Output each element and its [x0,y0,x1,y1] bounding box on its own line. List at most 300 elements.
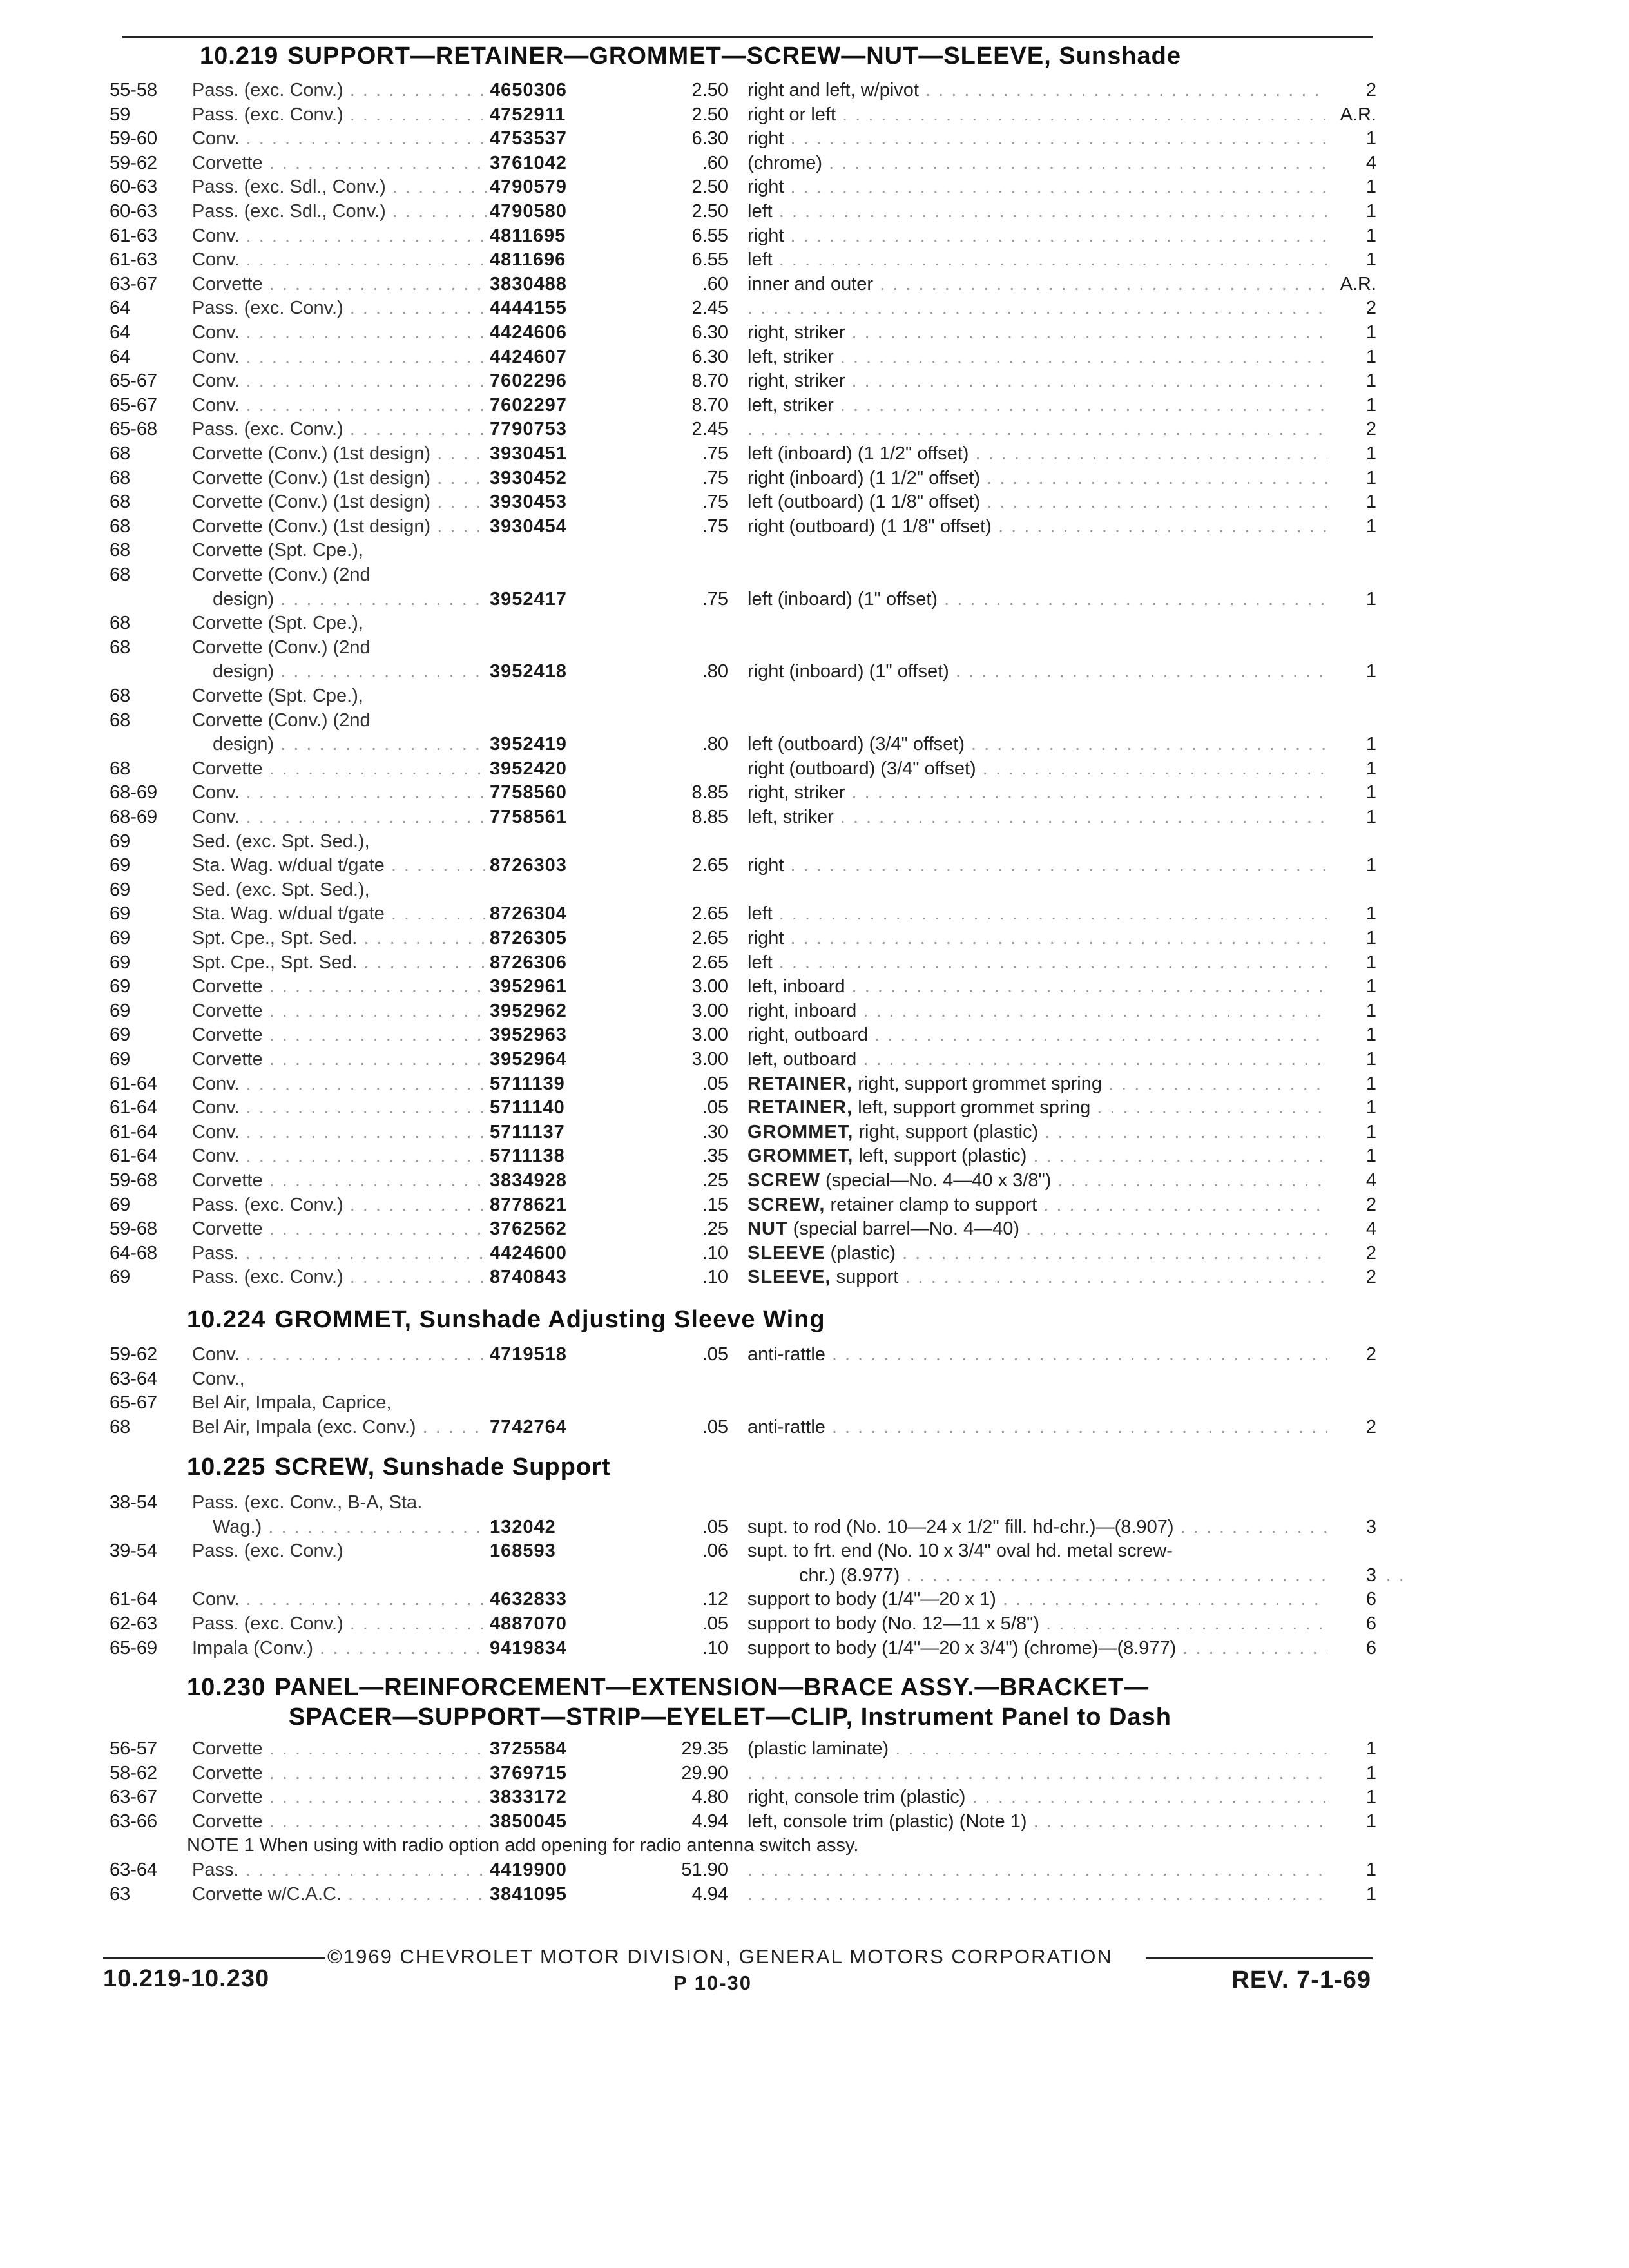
quantity: 6 [1327,1638,1376,1659]
parts-row [0,831,1629,856]
part-description [747,1811,1353,1832]
page-number: P 10-30 [673,1972,753,1994]
quantity: 1 [1327,1884,1376,1905]
list-price: .25 [702,1170,728,1191]
parts-row [0,564,1629,589]
list-price: .80 [702,661,728,682]
part-number: 4719518 [490,1344,567,1365]
revision-date: REV. 7-1-69 [1231,1966,1371,1994]
part-number: 5711138 [490,1146,565,1167]
part-number: 7790753 [490,419,567,440]
model-application: Conv. . . . [192,1589,488,1610]
part-description [747,201,1353,222]
part-number: 3833172 [490,1787,567,1808]
part-number: 8726305 [490,928,567,948]
part-description [747,1122,1353,1143]
model-application: Corvette . . . [192,1001,488,1022]
model-application: Corvette . . . [192,1763,488,1784]
parts-row [0,1392,1629,1417]
quantity: 1 [1327,1763,1376,1784]
model-year: 61-64 [110,1146,158,1167]
part-number: 3841095 [490,1883,567,1905]
model-application: Wag.) . . . [213,1517,488,1538]
parts-row [0,1122,1629,1146]
list-price: 4.94 [691,1883,728,1905]
list-price: 2.45 [691,419,728,440]
part-number: 3952418 [490,661,567,682]
parts-row [0,758,1629,783]
part-number: 3952420 [490,758,567,779]
description-text: left (outboard) (1 1/8" offset) [747,492,981,513]
model-application: Corvette (Conv.) (1st design) . . . [192,492,488,513]
quantity: 6 [1327,1613,1376,1635]
description-text: left, outboard [747,1049,857,1070]
quantity: 2 [1327,80,1376,101]
parts-row [0,1492,1629,1517]
model-year: 59 [110,104,131,125]
parts-row [0,395,1629,419]
part-number: 4790579 [490,177,567,198]
parts-row [0,274,1629,298]
section-heading: SUPPORT—RETAINER—GROMMET—SCREW—NUT—SLEEVE, Sunshade [287,43,1181,70]
model-year: 63-67 [110,273,158,294]
part-description [747,1738,1353,1760]
model-application: Corvette . . . [192,1811,488,1832]
part-number: 4419900 [490,1860,567,1880]
quantity: 4 [1327,1218,1376,1240]
model-application: Conv. . . . [192,1122,488,1143]
parts-row [0,226,1629,250]
model-application: Pass. (exc. Conv.) . . . [192,104,488,126]
model-application: Pass. (exc. Conv.) . . . [192,80,488,101]
section-title [187,1306,825,1334]
quantity: 1 [1327,952,1376,974]
top-rule [122,36,1373,38]
quantity: 1 [1327,395,1376,416]
part-description [747,419,1353,440]
description-text: right, support grommet spring [858,1073,1102,1094]
quantity: 1 [1327,249,1376,271]
model-application: Corvette (Conv.) (2nd [192,564,371,585]
part-name: GROMMET, [747,1146,854,1167]
quantity: 1 [1327,370,1376,392]
part-number: 7602296 [490,370,567,392]
model-year: 63-64 [110,1368,158,1389]
parts-row [0,903,1629,928]
part-description [747,928,1353,949]
parts-row [0,1097,1629,1122]
part-number: 5711139 [490,1073,565,1094]
quantity: 1 [1327,928,1376,949]
list-price: .25 [702,1218,728,1240]
model-year: 69 [110,928,131,948]
model-application: Pass. . . . [192,1860,488,1881]
part-number: 8726306 [490,952,567,973]
part-number: 3725584 [490,1738,567,1759]
list-price: .05 [702,1613,728,1634]
model-application: Conv. . . . [192,249,488,271]
quantity: 3 [1327,1517,1376,1538]
model-application: Spt. Cpe., Spt. Sed. . . . [192,952,488,974]
model-year: 69 [110,1267,131,1288]
part-number: 3930453 [490,492,567,513]
parts-row [0,1170,1629,1195]
model-year: 68 [110,540,131,561]
description-text: right [747,928,784,948]
parts-row [0,153,1629,177]
description-text: left (outboard) (3/4" offset) [747,734,965,755]
part-description [747,807,1353,828]
description-text: right or left [747,104,836,125]
part-number: 4811696 [490,249,566,271]
list-price: .75 [702,492,728,513]
description-text: support to body (1/4"—20 x 3/4") (chrome)—(8.977) [747,1637,1177,1658]
part-description [747,1024,1353,1046]
model-year: 69 [110,855,131,876]
list-price: .35 [702,1146,728,1167]
model-year: 59-68 [110,1170,158,1191]
part-number: 9419834 [490,1637,567,1658]
model-application: Conv. . . . [192,1097,488,1119]
parts-row [0,710,1629,735]
part-number: 7742764 [490,1416,567,1437]
list-price: 2.50 [691,177,728,198]
list-price: 8.70 [691,370,728,392]
description-text: left, support (plastic) [858,1146,1027,1167]
model-year: 68 [110,467,131,488]
part-description [747,492,1353,513]
list-price: .10 [702,1637,728,1658]
parts-row [0,1738,1629,1763]
list-price: 2.50 [691,201,728,222]
group-range: 10.219-10.230 [103,1965,270,1992]
model-application: Corvette . . . [192,1738,488,1760]
description-text: chr.) (8.977) [799,1564,900,1586]
quantity: A.R. [1327,104,1376,126]
parts-row [0,1884,1629,1908]
part-number: 7758561 [490,807,567,827]
quantity: 1 [1327,1811,1376,1832]
parts-row [0,1073,1629,1098]
model-application: Corvette . . . [192,153,488,174]
model-application: design) . . . [213,661,488,682]
part-name: RETAINER, [747,1097,853,1119]
model-year: 65-67 [110,1392,158,1414]
model-application: Sta. Wag. w/dual t/gate . . . [192,855,488,876]
part-description [747,226,1353,247]
quantity: 2 [1327,1195,1376,1216]
part-description [747,468,1353,489]
parts-row [0,468,1629,492]
model-year: 63-67 [110,1787,158,1808]
parts-row [0,1049,1629,1073]
part-number: 3830488 [490,273,567,294]
list-price: 29.90 [681,1762,728,1783]
list-price: .05 [702,1344,728,1365]
model-year: 61-64 [110,1073,158,1094]
list-price: .05 [702,1073,728,1094]
parts-row [0,661,1629,686]
part-number: 4790580 [490,201,567,222]
quantity: 2 [1327,1417,1376,1438]
part-name: SLEEVE, [747,1267,831,1288]
part-description [747,855,1353,876]
model-year: 61-63 [110,249,158,271]
description-text: left (inboard) (1" offset) [747,588,938,610]
parts-row [0,637,1629,662]
part-description [747,104,1353,126]
section-number: 10.225 [187,1454,266,1481]
model-application: Sta. Wag. w/dual t/gate . . . [192,903,488,925]
parts-row [0,347,1629,371]
part-number: 7602297 [490,394,567,416]
quantity: 1 [1327,1787,1376,1808]
section-title [187,1454,610,1481]
parts-row [0,492,1629,516]
model-year: 59-60 [110,128,158,149]
parts-row [0,80,1629,104]
list-price: 8.85 [691,807,728,827]
part-description [747,347,1353,368]
description-text: left, support grommet spring [858,1097,1091,1119]
parts-row [0,540,1629,564]
list-price: 51.90 [681,1860,728,1880]
model-application: Pass. (exc. Conv.) . . . [192,298,488,319]
model-year: 65-69 [110,1637,158,1658]
model-application: Conv. . . . [192,347,488,368]
part-description [747,370,1353,392]
model-application: Conv. . . . [192,1146,488,1167]
part-description [747,589,1353,610]
quantity: 1 [1327,1738,1376,1760]
quantity: 4 [1327,153,1376,174]
part-number: 7758560 [490,782,567,803]
model-application: Corvette . . . [192,976,488,997]
part-number: 8726303 [490,855,567,876]
section-number: 10.230 [187,1674,266,1701]
model-year: 61-63 [110,225,158,246]
quantity: 1 [1327,516,1376,537]
quantity: 2 [1327,419,1376,440]
model-year: 63 [110,1883,131,1905]
section-title [200,43,1181,70]
model-application: Impala (Conv.) . . . [192,1638,488,1659]
parts-row [0,1517,1629,1541]
model-application: Conv. . . . [192,807,488,828]
list-price: .75 [702,515,728,537]
part-description [747,758,1353,780]
parts-row [0,952,1629,977]
part-number: 168593 [490,1541,556,1562]
part-description [747,1344,1353,1365]
parts-row [0,782,1629,807]
description-text: right [747,128,784,149]
parts-row [0,879,1629,904]
model-year: 59-68 [110,1218,158,1240]
parts-row [0,1541,1629,1565]
part-description [747,1195,1353,1216]
parts-row [0,1001,1629,1025]
footer-rule-right [1146,1957,1373,1959]
quantity: 1 [1327,128,1376,149]
part-number: 3762562 [490,1218,567,1240]
part-number: 4424606 [490,322,567,343]
parts-row [0,370,1629,395]
model-year: 61-64 [110,1121,158,1142]
part-name: NUT [747,1218,788,1240]
part-description [747,1049,1353,1070]
description-text: support to body (No. 12—11 x 5/8") [747,1613,1040,1634]
quantity: 1 [1327,468,1376,489]
part-number: 4753537 [490,128,567,149]
model-year: 58-62 [110,1762,158,1783]
model-year: 38-54 [110,1492,158,1513]
parts-row [0,1638,1629,1662]
parts-row [0,249,1629,274]
parts-row [0,1146,1629,1170]
quantity: 1 [1327,1097,1376,1119]
list-price: 2.65 [691,952,728,973]
part-description [747,1170,1353,1191]
section-title [187,1674,1149,1702]
model-application: Conv., [192,1368,245,1389]
part-description [747,1097,1353,1119]
part-number: 4887070 [490,1613,567,1634]
description-text: left [747,249,773,271]
description-text: (chrome) [747,152,823,173]
model-application: Corvette (Spt. Cpe.), [192,613,363,634]
model-year: 64 [110,322,131,343]
part-description [747,298,1353,319]
part-description [747,976,1353,997]
section-note: NOTE 1 When using with radio option add opening for radio antenna switch assy. [187,1835,859,1856]
description-text: right, support (plastic) [858,1121,1039,1142]
description-text: (special—No. 4—40 x 3/8") [825,1170,1052,1191]
model-year: 63-66 [110,1811,158,1832]
copyright-notice: ©1969 CHEVROLET MOTOR DIVISION, GENERAL MOTORS CORPORATION [327,1945,1113,1968]
model-year: 68 [110,709,131,731]
quantity: 1 [1327,1860,1376,1881]
part-description [747,1638,1353,1659]
model-year: 61-64 [110,1589,158,1610]
description-text: right (inboard) (1 1/2" offset) [747,467,981,488]
quantity: 1 [1327,758,1376,780]
description-text: right, inboard [747,1000,857,1021]
parts-row [0,128,1629,153]
model-year: 65-67 [110,394,158,416]
parts-row [0,1565,1629,1590]
list-price: 3.00 [691,1024,728,1046]
parts-row [0,589,1629,613]
model-application: Spt. Cpe., Spt. Sed. . . . [192,928,488,949]
description-text: left, striker [747,394,834,416]
parts-row [0,976,1629,1001]
part-number: 4444155 [490,298,567,319]
part-description [747,1417,1353,1438]
description-text: (plastic) [830,1242,896,1264]
description-text: right and left, w/pivot [747,80,919,101]
model-application: Pass. (exc. Conv.) . . . [192,1195,488,1216]
model-application: Conv. . . . [192,322,488,343]
part-number: 4752911 [490,104,566,125]
part-number: 3850045 [490,1811,567,1832]
model-year: 56-57 [110,1738,158,1759]
model-year: 59-62 [110,1344,158,1365]
model-year: 69 [110,1024,131,1046]
quantity: 1 [1327,976,1376,997]
quantity: 1 [1327,492,1376,513]
description-text: left, striker [747,807,834,827]
list-price: 6.30 [691,322,728,343]
parts-row [0,516,1629,541]
model-year: 68 [110,564,131,585]
list-price: 4.80 [691,1787,728,1808]
part-description [747,177,1353,198]
parts-row [0,855,1629,879]
list-price: .75 [702,443,728,464]
description-text: right, striker [747,370,845,392]
description-text: left [747,952,773,973]
parts-row [0,1024,1629,1049]
quantity: 1 [1327,1122,1376,1143]
parts-row [0,1195,1629,1219]
list-price: .15 [702,1194,728,1215]
description-text: right [747,177,784,198]
parts-row [0,1369,1629,1393]
part-description [747,1267,1353,1288]
model-year: 61-64 [110,1097,158,1119]
part-name: SLEEVE [747,1242,825,1264]
section-heading-continued: SPACER—SUPPORT—STRIP—EYELET—CLIP, Instrument Panel to Dash [289,1704,1171,1731]
model-application: Corvette . . . [192,1787,488,1808]
list-price: 3.00 [691,1049,728,1070]
description-text: left [747,201,773,222]
part-description [747,153,1353,174]
model-year: 60-63 [110,177,158,198]
model-application: Conv. . . . [192,1073,488,1095]
part-description [747,1884,1353,1905]
part-description [747,661,1353,682]
list-price: 6.30 [691,128,728,149]
parts-row [0,1613,1629,1638]
model-application: Corvette . . . [192,758,488,780]
section-number: 10.224 [187,1306,266,1333]
model-year: 63-64 [110,1860,158,1880]
model-year: 68 [110,1416,131,1437]
part-number: 3769715 [490,1762,567,1783]
model-application: Conv. . . . [192,395,488,416]
description-text: right (outboard) (3/4" offset) [747,758,976,779]
part-number: 4811695 [490,225,566,246]
parts-row [0,807,1629,831]
part-description [747,952,1353,974]
part-name: GROMMET, [747,1121,854,1142]
list-price: 2.45 [691,298,728,319]
model-application: Corvette (Spt. Cpe.), [192,540,363,561]
model-application: Sed. (exc. Spt. Sed.), [192,831,370,852]
quantity: 1 [1327,347,1376,368]
part-description [747,1517,1353,1538]
model-year: 69 [110,903,131,925]
list-price: 3.00 [691,976,728,997]
part-name: SCREW [747,1170,820,1191]
model-year: 68-69 [110,807,158,827]
part-number: 3952964 [490,1049,567,1070]
parts-row [0,298,1629,322]
quantity: A.R. [1327,274,1376,295]
quantity: 2 [1327,1243,1376,1264]
parts-row [0,686,1629,710]
